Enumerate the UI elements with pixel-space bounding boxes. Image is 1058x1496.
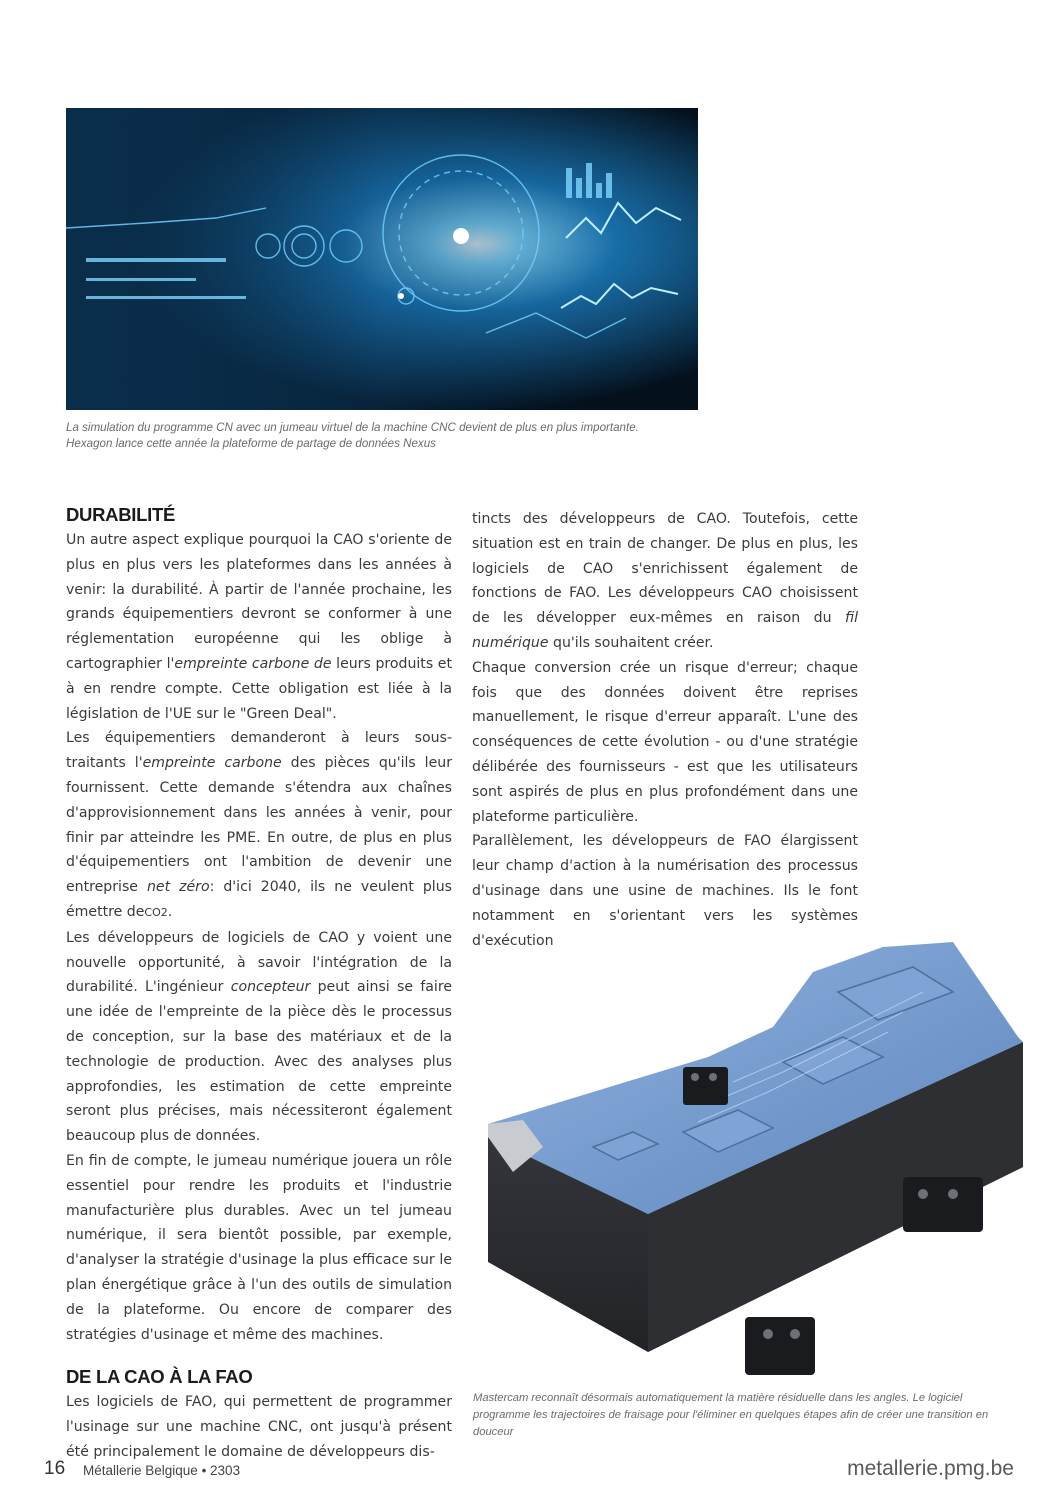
page-number: 16 — [44, 1458, 66, 1479]
heading-cao-fao: DE LA CAO À LA FAO — [66, 1366, 253, 1388]
paragraph: Les équipementiers demanderont à leurs sous-traitants l'empreinte carbone des pièces qu'ils leur fournissent. Cette demande s'étendra aux chaînes d'approvisionnement dans les années à venir, pour finir par atteindre les PME. En outre, de plus en plus d'équipementiers ont l'ambition de devenir une entreprise net zéro: d'ici 2040, ils ne veulent plus émettre deCO2. — [66, 730, 453, 920]
hero-caption — [66, 420, 746, 452]
magazine-issue: Métallerie Belgique • 2303 — [83, 1463, 241, 1478]
paragraph: Un autre aspect explique pourquoi la CAO s'oriente de plus en plus vers les plateformes dans les années à venir: la durabilité. À partir de l'année prochaine, les grands équipementiers devront se conformer à une réglementation européenne qui les oblige à cartographier l'empreinte carbone de leurs produits et à en rendre compte. Cette obligation est liée à la législation de l'UE sur le "Green Deal". — [66, 532, 452, 722]
machined-part-image — [483, 932, 1028, 1382]
paragraph: Chaque conversion crée un risque d'erreur; chaque fois que des données doivent être reprises manuellement, le risque d'erreur apparaît. L'une des conséquences de cette évolution - ou d'une stratégie délibérée des fournisseurs - est que les utilisateurs sont aspirés de plus en plus profondément dans une plateforme particulière. — [472, 659, 858, 825]
hero-caption-line2: Hexagon lance cette année la plateforme de partage de données Nexus — [66, 437, 436, 450]
paragraph: Les développeurs de logiciels de CAO y voient une nouvelle opportunité, à savoir l'intégration de la durabilité. L'ingénieur concepteur peut ainsi se faire une idée de l'empreinte de la pièce dès le processus de conception, sur la base des matériaux et de la technologie de production. Avec des analyses plus approfondies, les estimation de cette empreinte seront plus précises, mais nécessiteront également beaucoup plus de données. — [66, 929, 452, 1145]
paragraph: Les logiciels de FAO, qui permettent de programmer l'usinage sur une machine CNC, ont jusqu'à présent été principalement le domaine de développeurs dis- — [66, 1394, 452, 1460]
paragraph: En fin de compte, le jumeau numérique jouera un rôle essentiel pour rendre les produits et l'industrie manufacturière plus durables. Avec un tel jumeau numérique, il sera bientôt possible, par exemple, d'analyser la stratégie d'usinage la plus efficace sur le plan énergétique grâce à l'un des outils de simulation de la plateforme. Ou encore de comparer des stratégies d'usinage et même des machines. — [66, 1152, 452, 1343]
hero-caption-line1: La simulation du programme CN avec un jumeau virtuel de la machine CNC devient de plus en plus importante. — [66, 421, 639, 434]
mastercam-part-illustration — [483, 932, 1028, 1382]
hero-image — [66, 108, 698, 410]
article-right-column — [472, 507, 858, 953]
website-link[interactable]: metallerie.pmg.be — [847, 1457, 1014, 1480]
digital-interface-illustration — [66, 108, 698, 410]
article-left-column — [66, 503, 452, 1465]
paragraph: tincts des développeurs de CAO. Toutefois, cette situation est en train de changer. De plus en plus, les logiciels de CAO s'enrichissent également de fonctions de FAO. Les développeurs CAO choisissent de les développer eux-mêmes en raison du fil numérique qu'ils souhaitent créer. — [472, 511, 858, 651]
heading-durabilite: DURABILITÉ — [66, 504, 176, 525]
paragraph: Parallèlement, les développeurs de FAO élargissent leur champ d'action à la numérisation des processus d'usinage dans une usine de machines. Ils le font notamment en s'orientant vers les systèmes d'exécution — [472, 833, 858, 949]
figure2-caption: Mastercam reconnaît désormais automatiquement la matière résiduelle dans les angles. Le logiciel programme les trajectoires de fraisage pour l'éliminer en quelques étapes afin de créer une transition en douceur — [473, 1392, 989, 1438]
